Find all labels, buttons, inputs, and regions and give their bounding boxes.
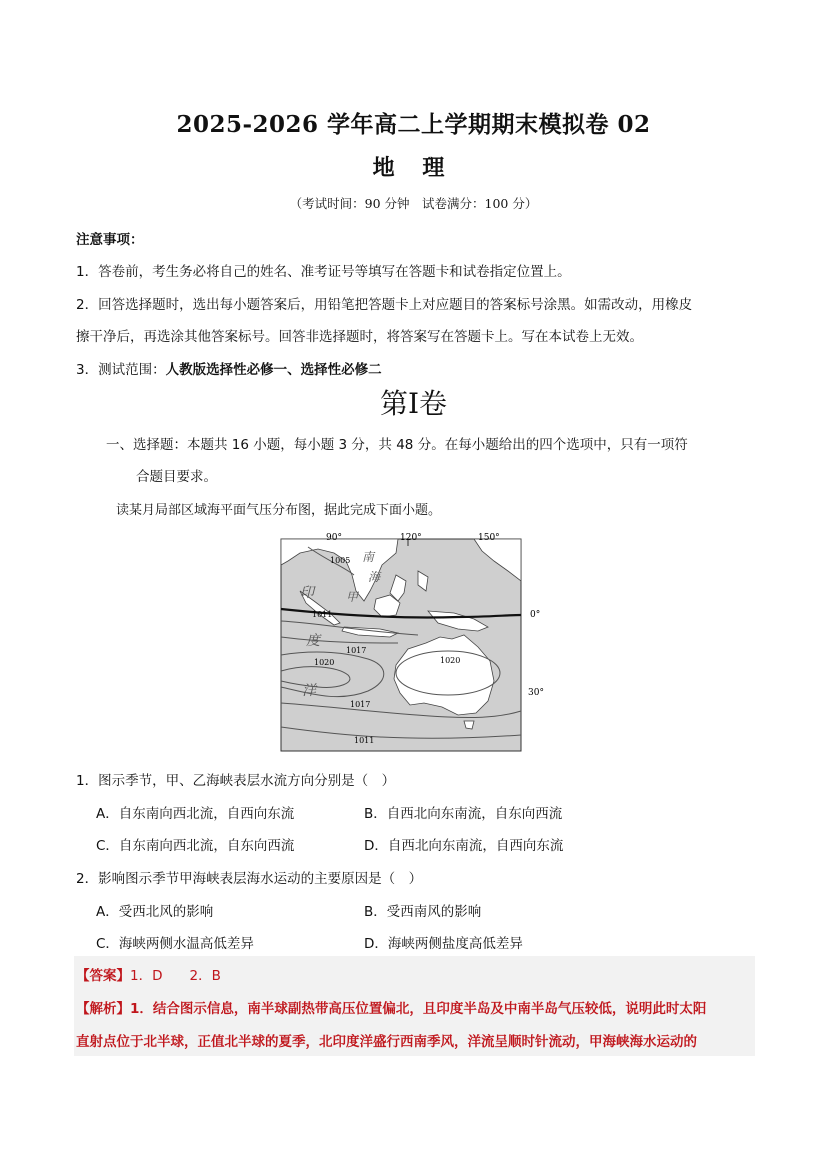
notice-item-3 <box>76 358 382 378</box>
analysis-line-1 <box>76 997 706 1017</box>
region-char-yang: 洋 <box>302 683 316 699</box>
subject-title: 地 理 <box>372 155 455 181</box>
lon-label-90: 90° <box>326 533 342 543</box>
section-instructions-line-2: 合题目要求。 <box>136 469 217 485</box>
question-1-option-d: D．自西北向东南流，自西向东流 <box>364 838 564 854</box>
answer-label: 【答案】 <box>76 968 130 984</box>
notice-item-3-prefix: 3．测试范围： <box>76 362 166 378</box>
question-1-stem: 1．图示季节，甲、乙海峡表层水流方向分别是（ ） <box>76 773 396 789</box>
isobar-label: 1017 <box>350 700 371 709</box>
isobar-label: 1005 <box>330 556 351 565</box>
sea-char-hai: 海 <box>368 570 381 584</box>
pressure-map <box>278 531 548 753</box>
stimulus-text: 读某月局部区域海平面气压分布图，据此完成下面小题。 <box>116 503 442 518</box>
isobar-label: 1011 <box>312 610 333 619</box>
question-1-option-b: B．自西北向东南流，自东向西流 <box>364 806 563 822</box>
strait-label-jia: 甲 <box>346 590 359 604</box>
answer-line <box>76 964 221 984</box>
isobar-label: 1020 <box>440 656 461 665</box>
document-title: 2025-2026 学年高二上学期期末模拟卷 02 <box>176 111 651 138</box>
notice-item-2-line-2: 擦干净后，再选涂其他答案标号。回答非选择题时，将答案写在答题卡上。写在本试卷上无效。 <box>76 329 643 345</box>
question-1-option-c: C．自东南向西北流，自东向西流 <box>96 838 295 854</box>
question-2-option-d: D．海峡两侧盐度高低差异 <box>364 936 523 952</box>
analysis-text-1: 1．结合图示信息，南半球副热带高压位置偏北，且印度半岛及中南半岛气压较低，说明此时太阳 <box>130 1001 707 1017</box>
exam-info: （考试时间：90 分钟 试卷满分：100 分） <box>289 196 538 211</box>
notice-heading: 注意事项： <box>76 232 144 248</box>
analysis-line-2: 直射点位于北半球，正值北半球的夏季，北印度洋盛行西南季风，洋流呈顺时针流动，甲海峡海水运动的 <box>76 1034 697 1050</box>
region-char-yin: 印 <box>300 585 314 601</box>
question-2-option-a: A．受西北风的影响 <box>96 904 214 920</box>
question-1-option-a: A．自东南向西北流，自西向东流 <box>96 806 295 822</box>
question-2-option-b: B．受西南风的影响 <box>364 904 482 920</box>
notice-item-2-line-1: 2．回答选择题时，选出每小题答案后，用铅笔把答题卡上对应题目的答案标号涂黑。如需改动，用橡皮 <box>76 297 693 313</box>
section-instructions-line-1: 一、选择题：本题共 16 小题，每小题 3 分，共 48 分。在每小题给出的四个选项中，只有一项符 <box>106 437 688 453</box>
sea-char-nan: 南 <box>362 550 375 564</box>
region-char-du: 度 <box>306 633 320 649</box>
lat-label-30: 30° <box>528 688 544 698</box>
isobar-label: 1017 <box>346 646 367 655</box>
lon-label-150: 150° <box>478 533 500 543</box>
analysis-label: 【解析】 <box>76 1001 130 1017</box>
notice-item-1: 1．答卷前，考生务必将自己的姓名、准考证号等填写在答题卡和试卷指定位置上。 <box>76 264 571 280</box>
lat-label-0: 0° <box>530 610 541 620</box>
question-2-stem: 2．影响图示季节甲海峡表层海水运动的主要原因是（ ） <box>76 871 423 887</box>
question-2-option-c: C．海峡两侧水温高低差异 <box>96 936 254 952</box>
isobar-label: 1020 <box>314 658 335 667</box>
answer-text: 1．D 2．B <box>130 968 221 984</box>
isobar-label: 1011 <box>354 736 375 745</box>
notice-item-3-scope: 人教版选择性必修一、选择性必修二 <box>165 362 382 378</box>
part-title: 第Ⅰ卷 <box>379 387 448 420</box>
lon-label-120: 120° <box>400 533 422 543</box>
